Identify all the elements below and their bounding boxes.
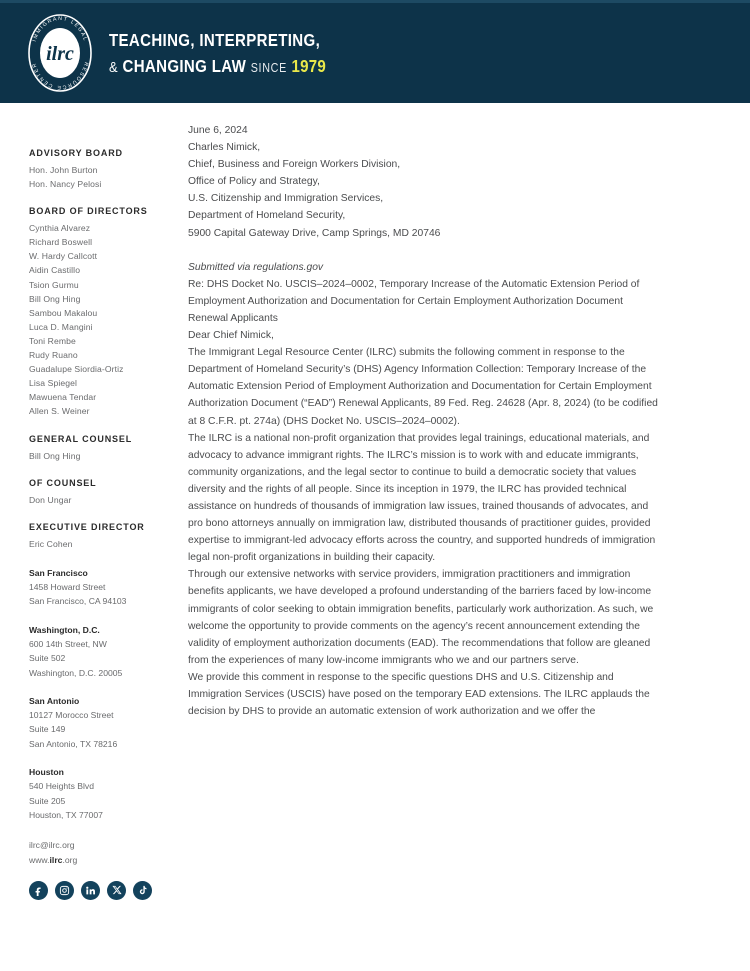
office-address-line: 600 14th Street, NW [29, 638, 107, 649]
body-paragraph: The Immigrant Legal Resource Center (ILRC) submits the following comment in response to the Department of Homeland Security’s (DHS) Agency Information Collection: Temporary Increase of the Automatic Extension Period of Employment Authorization and Documentation for Certain Employment Authorization Document (“EAD”) Renewal Applicants, 89 Fed. Reg. 24628 (Apr. 8, 2024) (to be codified at 8 C.F.R. pt. 274a) (DHS Docket No. USCIS–2024–0002). [188, 347, 658, 427]
linkedin-icon[interactable] [81, 881, 100, 900]
list-item: Mawuena Tendar [29, 392, 97, 403]
subject-line: Re: DHS Docket No. USCIS–2024–0002, Temporary Increase of the Automatic Extension Period of Employment Authorization and Documentation for Certain Employment Authorization Document Renewal Applicants [188, 278, 640, 324]
website-brand: ilrc [49, 854, 63, 865]
list-item: Richard Boswell [29, 237, 93, 248]
office-name: San Antonio [29, 695, 80, 706]
list-item: Bill Ong Hing [29, 450, 81, 461]
office-address-line: Suite 205 [29, 795, 66, 806]
office-name: San Francisco [29, 567, 88, 578]
ilrc-logo [27, 14, 93, 92]
executive-director-block [29, 522, 179, 551]
list-item: Hon. John Burton [29, 165, 98, 175]
board-of-directors-heading: BOARD OF DIRECTORS [29, 206, 148, 217]
list-item: Rudy Ruano [29, 350, 78, 361]
website-prefix: www. [29, 854, 50, 865]
x-twitter-icon[interactable] [107, 881, 126, 900]
page-header [0, 3, 750, 103]
advisory-board-block [29, 148, 179, 191]
office-name: Houston [29, 767, 64, 778]
office-san-francisco [29, 566, 179, 609]
recipient-address [188, 139, 658, 242]
recipient-line: Charles Nimick, [188, 142, 261, 154]
header-tagline [109, 30, 361, 77]
office-address-line: Houston, TX 77007 [29, 809, 103, 820]
website-link[interactable] [29, 853, 179, 867]
office-houston [29, 765, 179, 822]
office-address-line: San Francisco, CA 94103 [29, 596, 127, 607]
list-item: Lisa Spiegel [29, 378, 78, 389]
recipient-line: 5900 Capital Gateway Drive, Camp Springs, MD 20746 [188, 227, 441, 239]
office-washington-dc [29, 623, 179, 680]
body-paragraph: The ILRC is a national non-profit organization that provides legal trainings, educational materials, and advocacy to advance immigrant rights. The ILRC’s mission is to work with and educate immigrants, community organizations, and the legal sector to continue to build a democratic society that values diversity and the rights of all people. Since its inception in 1979, the ILRC has provided technical assistance on hundreds of thousands of immigration law issues, trained thousands of advocates, and pro bono attorneys annually on immigration law, distributed thousands of practitioner guides, provided expertise to immigrant-led advocacy efforts across the country, and supported hundreds of immigration legal non-profit organizations in building their capacity. [188, 432, 656, 564]
instagram-icon[interactable] [55, 881, 74, 900]
advisory-board-heading: ADVISORY BOARD [29, 148, 123, 158]
office-address-line: 1458 Howard Street [29, 582, 106, 593]
general-counsel-block [29, 434, 179, 463]
general-counsel-heading: GENERAL COUNSEL [29, 433, 133, 444]
svg-text:ilrc: ilrc [46, 43, 74, 65]
list-item: Sambou Makalou [29, 307, 98, 318]
office-san-antonio [29, 694, 179, 751]
office-name: Washington, D.C. [29, 624, 100, 635]
recipient-line: Chief, Business and Foreign Workers Division, [188, 159, 401, 171]
list-item: Luca D. Mangini [29, 321, 93, 332]
office-address-line: 540 Heights Blvd [29, 781, 94, 792]
office-address-line: Washington, D.C. 20005 [29, 667, 123, 678]
recipient-line: U.S. Citizenship and Immigration Services, [188, 193, 384, 205]
svg-text:IMMIGRANT LEGAL: IMMIGRANT LEGAL [31, 15, 89, 43]
list-item: Eric Cohen [29, 538, 73, 549]
tiktok-icon[interactable] [133, 881, 152, 900]
office-address-line: Suite 502 [29, 653, 66, 664]
founding-year: 1979 [291, 55, 327, 76]
since-label: SINCE [250, 60, 287, 75]
website-suffix: .org [62, 854, 78, 865]
tagline-line-2-text: CHANGING LAW [122, 55, 247, 76]
office-address-line: Suite 149 [29, 724, 66, 735]
recipient-line: Department of Homeland Security, [188, 210, 346, 222]
board-of-directors-block [29, 206, 179, 418]
list-item: Bill Ong Hing [29, 293, 81, 304]
tagline-line-1: TEACHING, INTERPRETING, [109, 29, 321, 50]
list-item: Allen S. Weiner [29, 406, 90, 417]
letter-date: June 6, 2024 [188, 125, 248, 136]
list-item: Hon. Nancy Pelosi [29, 179, 102, 190]
of-counsel-block [29, 478, 179, 507]
list-item: Tsion Gurmu [29, 279, 79, 290]
salutation: Dear Chief Nimick, [188, 330, 274, 342]
sidebar [29, 148, 179, 900]
list-item: Aidin Castillo [29, 265, 81, 276]
list-item: Don Ungar [29, 494, 72, 505]
email-link[interactable]: ilrc@ilrc.org [29, 840, 75, 851]
list-item: Cynthia Alvarez [29, 223, 91, 234]
social-links [29, 881, 179, 900]
facebook-icon[interactable] [29, 881, 48, 900]
executive-director-heading: EXECUTIVE DIRECTOR [29, 521, 145, 532]
list-item: Toni Rembe [29, 335, 76, 346]
list-item: Guadalupe Siordia-Ortiz [29, 364, 124, 375]
svg-text:RESOURCE CENTER: RESOURCE CENTER [31, 61, 89, 91]
recipient-line: Office of Policy and Strategy, [188, 176, 320, 188]
body-paragraph: We provide this comment in response to the specific questions DHS and U.S. Citizenship and Immigration Services (USCIS) have posed on the temporary EAD extensions. The ILRC applauds the decision by DHS to provide an automatic extension of work authorization and we offer the [188, 671, 650, 718]
of-counsel-heading: OF COUNSEL [29, 477, 97, 488]
submitted-via-note: Submitted via regulations.gov [188, 261, 324, 273]
tagline-line-2 [109, 56, 326, 77]
ampersand-mark: & [109, 58, 118, 76]
office-address-line: 10127 Morocco Street [29, 710, 114, 721]
office-address-line: San Antonio, TX 78216 [29, 738, 118, 749]
contact-block [29, 838, 179, 867]
body-paragraph: Through our extensive networks with service providers, immigration practitioners and immigration benefits applicants, we have developed a profound understanding of the barriers faced by low-income immigrants of color seeking to obtain immigration benefits, particularly work authorization. As such, we welcome the opportunity to provide comments on the agency’s recent announcement extending the validity of employment authorization documents (EAD). The recommendations that follow are gleaned from the experiences of many low-income immigrants who we and our partners serve. [188, 569, 654, 666]
letter-body [188, 122, 658, 720]
list-item: W. Hardy Callcott [29, 251, 98, 262]
